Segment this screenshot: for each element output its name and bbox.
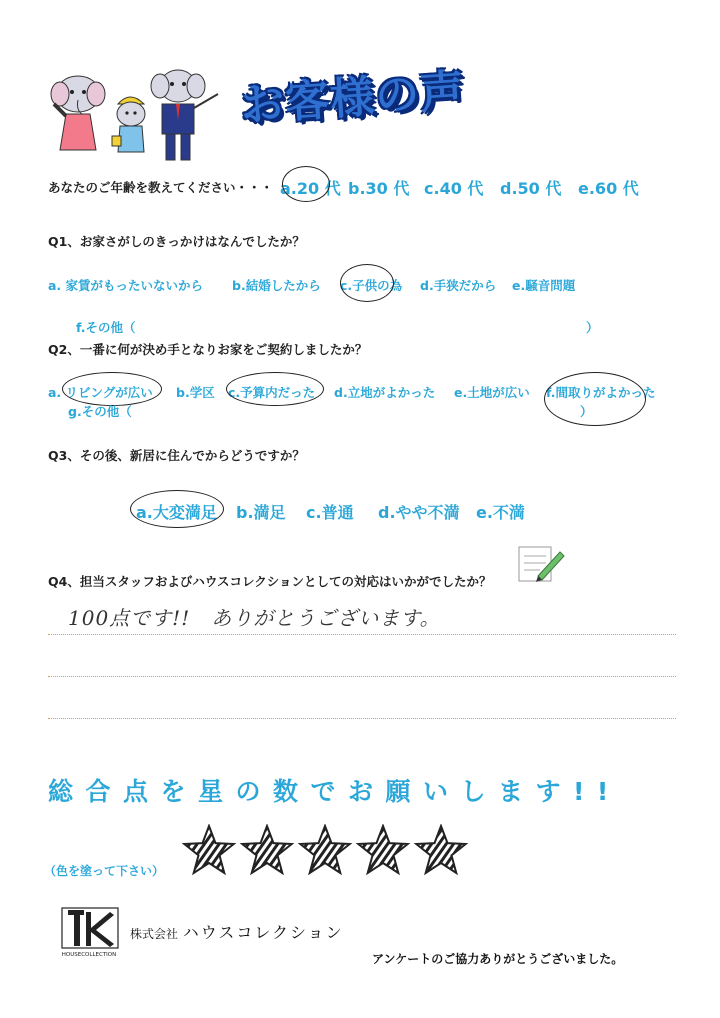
q2-option-f[interactable]: f.間取りがよかった (546, 385, 656, 400)
q2-option-e[interactable]: e.土地が広い (454, 385, 530, 400)
answer-line (48, 718, 676, 719)
q1-option-d[interactable]: d.手狭だから (420, 278, 497, 293)
q2-option-d[interactable]: d.立地がよかった (334, 385, 436, 400)
selection-circle (226, 372, 324, 406)
q2-option-c[interactable]: c.予算内だった (228, 385, 316, 400)
q1-option-a[interactable]: a. 家賃がもったいないから (48, 278, 204, 293)
age-option-b[interactable]: b.30 代 (348, 179, 410, 198)
page-title: お客様の声 (238, 65, 467, 132)
rating-note: （色を塗って下さい） (44, 864, 165, 878)
star-rating[interactable] (180, 824, 470, 880)
q4-handwritten-answer: 100点です!! ありがとうございます。 (68, 606, 441, 630)
logo-text: HOUSECOLLECTION (61, 952, 117, 958)
age-option-e[interactable]: e.60 代 (578, 179, 639, 198)
q2-other-close: ） (580, 404, 593, 419)
elephant-father-icon (151, 70, 218, 160)
elephant-child-icon (112, 97, 145, 152)
selection-circle (544, 372, 646, 426)
age-option-c[interactable]: c.40 代 (424, 179, 484, 198)
company-prefix: 株式会社 (130, 927, 179, 941)
rating-star-3[interactable] (300, 826, 349, 873)
q2-question: Q2、一番に何が決め手となりお家をご契約しましたか？ (48, 342, 368, 357)
q3-option-c[interactable]: c.普通 (306, 503, 354, 522)
selection-circle (130, 490, 224, 528)
answer-line (48, 634, 676, 635)
rating-banner: 総合点を星の数でお願いします!! (48, 777, 621, 806)
rating-star-1[interactable] (184, 826, 233, 873)
q2-option-a[interactable]: a. リビングが広い (48, 385, 153, 400)
rating-star-5[interactable] (416, 826, 465, 873)
company-name-text: ハウスコレクション (182, 923, 344, 942)
q3-option-a[interactable]: a.大変満足 (136, 503, 217, 522)
q3-option-b[interactable]: b.満足 (236, 503, 286, 522)
age-question: あなたのご年齢を教えてください・・・ (48, 180, 274, 195)
company-logo-icon (56, 906, 122, 958)
selection-circle (282, 166, 330, 202)
q1-option-e[interactable]: e.騒音問題 (512, 278, 576, 293)
q3-question: Q3、その後、新居に住んでからどうですか？ (48, 448, 305, 463)
answer-line (48, 676, 676, 677)
q1-question: Q1、お家さがしのきっかけはなんでしたか？ (48, 234, 305, 249)
memo-pencil-icon (516, 544, 566, 584)
thanks-message: アンケートのご協力ありがとうございました。 (372, 952, 624, 966)
q1-other-close: ） (586, 320, 599, 335)
q4-question: Q4、担当スタッフおよびハウスコレクションとしての対応はいかがでしたか？ (48, 574, 492, 589)
selection-circle (62, 372, 162, 406)
rating-star-2[interactable] (242, 826, 291, 873)
age-option-a[interactable]: a.20 代 (280, 179, 341, 198)
elephant-family-illustration (50, 64, 230, 164)
q1-option-other[interactable]: f.その他（ (76, 320, 136, 335)
q1-option-c[interactable]: c.子供の為 (340, 278, 403, 293)
q3-option-e[interactable]: e.不満 (476, 503, 525, 522)
age-option-d[interactable]: d.50 代 (500, 179, 562, 198)
company-name (130, 920, 344, 943)
selection-circle (340, 264, 394, 302)
q1-option-b[interactable]: b.結婚したから (232, 278, 321, 293)
rating-star-4[interactable] (358, 826, 407, 873)
q2-option-b[interactable]: b.学区 (176, 385, 215, 400)
elephant-mother-icon (51, 76, 105, 150)
q2-option-other[interactable]: g.その他（ (68, 404, 132, 419)
q3-option-d[interactable]: d.やや不満 (378, 503, 460, 522)
